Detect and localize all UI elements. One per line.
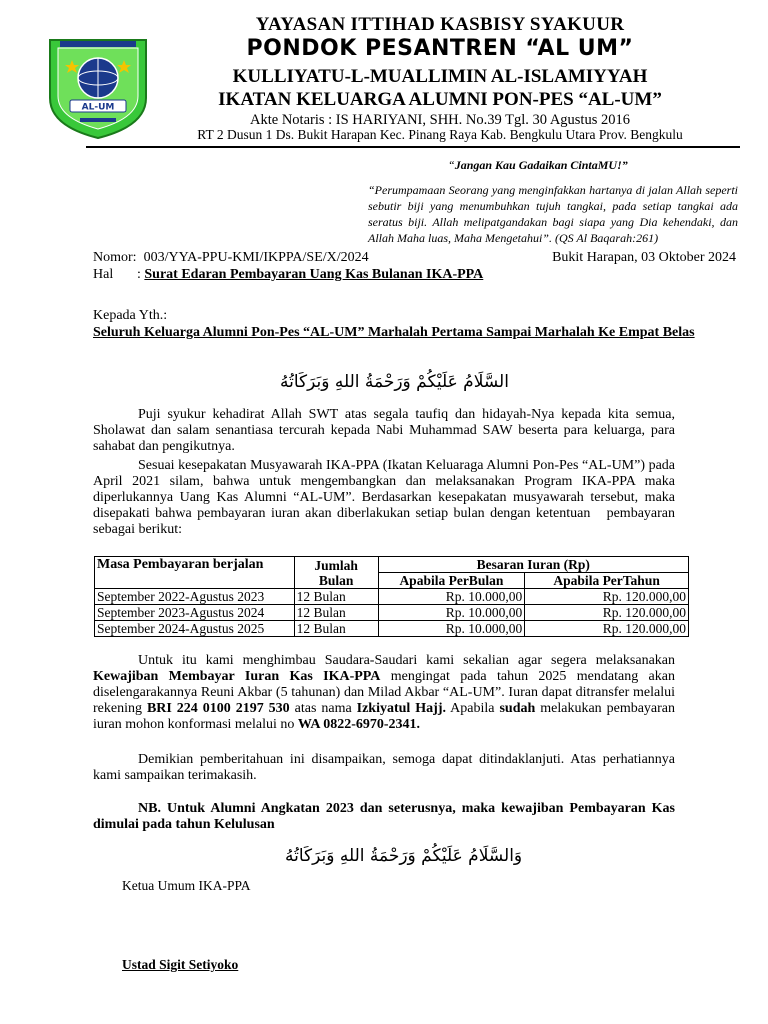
cell-yearly: Rp. 120.000,00 (525, 589, 689, 605)
paragraph-4: Demikian pemberitahuan ini disampaikan, semoga dapat ditindaklanjuti. Atas perhatiannya kami sampaikan terimakasih. (93, 752, 675, 783)
logo-text: AL-UM (81, 102, 115, 113)
table-header-row (95, 557, 689, 573)
nb-note: NB. Untuk Alumni Angkatan 2023 dan seterusnya, maka kewajiban Pembayaran Kas dimulai pada tahun Kelulusan (93, 801, 675, 832)
cell-duration: 12 Bulan (294, 589, 378, 605)
al-um-logo (44, 34, 152, 140)
paragraph-2: Sesuai kesepakatan Musyawarah IKA-PPA (Ikatan Keluaraga Alumni Pon-Pes “AL-UM”) pada April 2021 silam, bahwa untuk mengembangkan dan melaksanakan Program IKA-PPA maka diperlukannya Uang Kas Alumni “AL-UM”. Berdasarkan kesepakatan musyawarah tersebut, maka disepakati bahwa pembayaran iuran akan diberlakukan setiap bulan dengan ketentuan pembayaran sebagai berikut: (93, 458, 675, 537)
dues-table (94, 556, 689, 637)
cell-period: September 2023-Agustus 2024 (95, 605, 295, 621)
signer-title: Ketua Umum IKA-PPA (122, 878, 251, 893)
quran-quote: “Perumpamaan Seorang yang menginfakkan hartanya di jalan Allah seperti sebutir biji yang menumbuhkan tujuh tangkai, pada setiap tangkai ada seratus biji. Allah melipatgandakan bagi siapa yang Dia kehendaki, dan Allah Maha luas, Maha Mengetahui”. (QS Al Baqarah:261) (368, 183, 738, 245)
header-period: Masa Pembayaran berjalan (95, 557, 295, 589)
school-name: PONDOK PESANTREN “AL UM” (246, 36, 634, 61)
letter-date: Bukit Harapan, 03 Oktober 2024 (552, 250, 736, 265)
signer-name: Ustad Sigit Setiyoko (122, 957, 239, 972)
cell-yearly: Rp. 120.000,00 (525, 621, 689, 637)
letter-subject: Hal : Surat Edaran Pembayaran Uang Kas Bulanan IKA-PPA (93, 267, 484, 282)
header-monthly: Apabila PerBulan (378, 573, 525, 589)
cell-duration: 12 Bulan (294, 621, 378, 637)
paragraph-1: Puji syukur kehadirat Allah SWT atas segala taufiq dan hidayah-Nya kepada kita semua, Sholawat dan salam senantiasa tercurah kepada Nabi Muhammad SAW beserta para keluarga, para sahabat dan pengikutnya. (93, 407, 675, 454)
association-name: IKATAN KELUARGA ALUMNI PON-PES “AL-UM” (218, 89, 662, 110)
cell-monthly: Rp. 10.000,00 (378, 589, 525, 605)
cell-period: September 2022-Agustus 2023 (95, 589, 295, 605)
greeting-close: وَالسَّلَامُ عَلَيْكُمْ وَرَحْمَةُ اللهِ وَبَرَكَاتُهُ (285, 846, 523, 866)
cell-yearly: Rp. 120.000,00 (525, 605, 689, 621)
cell-period: September 2024-Agustus 2025 (95, 621, 295, 637)
to-label: Kepada Yth.: (93, 308, 168, 323)
header-duration: Jumlah Bulan (294, 557, 378, 589)
college-name: KULLIYATU-L-MUALLIMIN AL-ISLAMIYYAH (232, 66, 648, 87)
cell-monthly: Rp. 10.000,00 (378, 605, 525, 621)
motto: “Jangan Kau Gadaikan CintaMU!” (448, 158, 628, 172)
foundation-name: YAYASAN ITTIHAD KASBISY SYAKUUR (255, 14, 625, 35)
header-divider (86, 146, 740, 148)
letter-number: Nomor: 003/YYA-PPU-KMI/IKPPA/SE/X/2024 (93, 250, 369, 265)
notary-line: Akte Notaris : IS HARIYANI, SHH. No.39 Tgl. 30 Agustus 2016 (250, 112, 630, 128)
cell-monthly: Rp. 10.000,00 (378, 621, 525, 637)
cell-duration: 12 Bulan (294, 605, 378, 621)
table-row (95, 589, 689, 605)
address-line: RT 2 Dusun 1 Ds. Bukit Harapan Kec. Pinang Raya Kab. Bengkulu Utara Prov. Bengkulu (197, 127, 683, 142)
table-row (95, 605, 689, 621)
greeting-open: السَّلَامُ عَلَيْكُمْ وَرَحْمَةُ اللهِ وَبَرَكَاتُهُ (280, 372, 509, 392)
header-yearly: Apabila PerTahun (525, 573, 689, 589)
recipient: Seluruh Keluarga Alumni Pon-Pes “AL-UM” Marhalah Pertama Sampai Marhalah Ke Empat Belas (93, 325, 695, 340)
header-amount: Besaran Iuran (Rp) (378, 557, 688, 573)
paragraph-3: Untuk itu kami menghimbau Saudara-Saudari kami sekalian agar segera melaksanakan Kewajiban Membayar Iuran Kas IKA-PPA mengingat pada tahun 2025 mendatang akan diselengarakannya Reuni Akbar (5 tahunan) dan Milad Akbar “AL-UM”. Iuran dapat ditransfer melalui rekening BRI 224 0100 2197 530 atas nama Izkiyatul Hajj. Apabila sudah melakukan pembayaran iuran mohon konformasi melalui no WA 0822-6970-2341. (93, 653, 676, 732)
table-row (95, 621, 689, 637)
